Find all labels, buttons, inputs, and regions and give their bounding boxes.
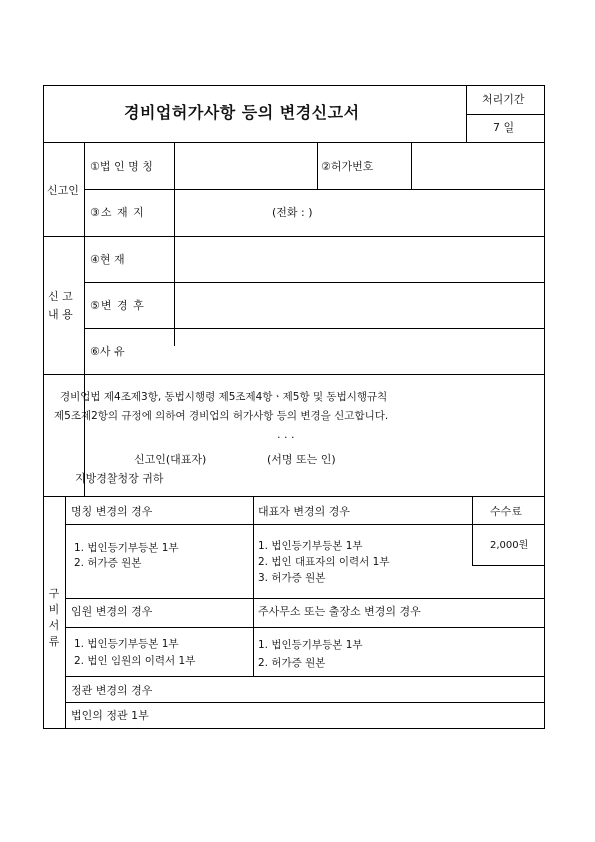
name-change-item-2: 2. 허가증 원본	[74, 557, 142, 569]
officer-change-header: 임원 변경의 경우	[71, 605, 153, 618]
reason-label: ⑥사 유	[90, 345, 125, 358]
permit-number-label: ②허가번호	[321, 160, 374, 173]
content-section-label-1: 신 고	[48, 290, 73, 303]
content-section-label-2: 내 용	[48, 308, 73, 321]
processing-period-label: 처리기간	[482, 93, 525, 106]
current-label: ④현 재	[90, 253, 125, 266]
phone-text: (전화 : )	[272, 206, 313, 219]
processing-period-value: 7 일	[493, 121, 515, 134]
address-label: ③소 재 지	[90, 206, 145, 219]
signature-label: (서명 또는 인)	[267, 453, 336, 466]
after-change-label: ⑤변 경 후	[90, 299, 145, 312]
corp-name-field[interactable]	[175, 143, 316, 189]
office-change-item-2: 2. 허가증 원본	[258, 657, 326, 669]
form-title: 경비업허가사항 등의 변경신고서	[124, 103, 360, 122]
reporter-section-label: 신고인	[47, 184, 79, 197]
rep-change-header: 대표자 변경의 경우	[258, 505, 351, 518]
date-marks: . . .	[277, 428, 295, 441]
rep-change-item-1: 1. 법인등기부등본 1부	[258, 540, 363, 552]
current-field[interactable]	[175, 237, 542, 281]
address-field[interactable]	[175, 190, 542, 235]
office-change-item-1: 1. 법인등기부등본 1부	[258, 639, 363, 651]
corp-name-label: ①법 인 명 칭	[90, 160, 153, 173]
statement-line-1: 경비업법 제4조제3항, 동법시행령 제5조제4항ㆍ제5항 및 동법시행규칙	[60, 391, 388, 403]
signer-label: 신고인(대표자)	[134, 453, 207, 466]
fee-value: 2,000원	[490, 540, 529, 551]
permit-number-field[interactable]	[412, 143, 542, 189]
articles-change-item-1: 법인의 정관 1부	[71, 709, 149, 722]
statement-line-2: 제5조제2항의 규정에 의하여 경비업의 허가사항 등의 변경을 신고합니다.	[54, 410, 389, 422]
officer-change-item-2: 2. 법인 임원의 이력서 1부	[74, 655, 196, 667]
office-change-header: 주사무소 또는 출장소 변경의 경우	[258, 605, 421, 618]
officer-change-item-1: 1. 법인등기부등본 1부	[74, 638, 179, 650]
fee-header: 수수료	[490, 505, 522, 518]
reason-field[interactable]	[175, 329, 542, 373]
name-change-item-1: 1. 법인등기부등본 1부	[74, 542, 179, 554]
rep-change-item-2: 2. 법인 대표자의 이력서 1부	[258, 556, 390, 568]
after-change-field[interactable]	[175, 283, 542, 327]
documents-section-label	[48, 586, 62, 650]
name-change-header: 명칭 변경의 경우	[71, 505, 153, 518]
recipient-label: 지방경찰청장 귀하	[75, 472, 164, 485]
rep-change-item-3: 3. 허가증 원본	[258, 572, 326, 584]
articles-change-header: 정관 변경의 경우	[71, 684, 153, 697]
change-report-form	[43, 85, 545, 729]
documents-section-text: 구비서류	[48, 587, 60, 648]
